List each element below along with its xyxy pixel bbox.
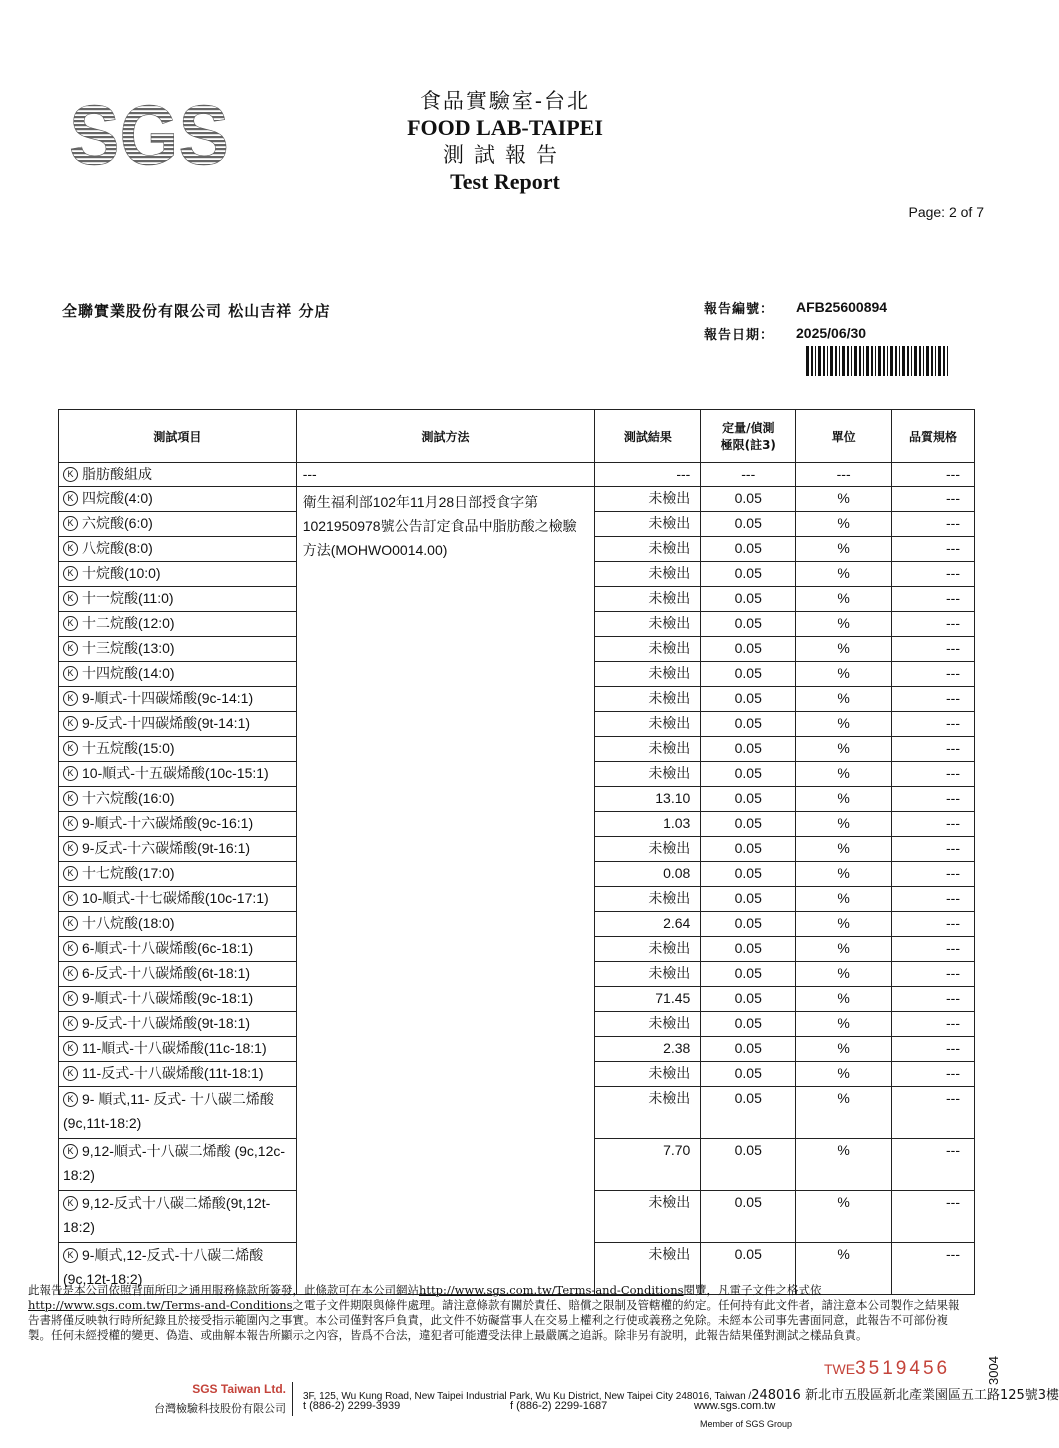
item-cell bbox=[59, 762, 297, 787]
spec-cell: --- bbox=[892, 737, 975, 762]
item-cell bbox=[59, 612, 297, 637]
serial-digits: 3519456 bbox=[855, 1358, 951, 1379]
spec-cell: --- bbox=[892, 487, 975, 512]
unit-cell: % bbox=[796, 812, 892, 837]
unit-cell: % bbox=[796, 862, 892, 887]
unit-cell: % bbox=[796, 912, 892, 937]
item-cell bbox=[59, 837, 297, 862]
spec-cell: --- bbox=[892, 962, 975, 987]
spec-cell: --- bbox=[892, 1037, 975, 1062]
barcode-bar bbox=[899, 346, 900, 376]
k-mark-icon: K bbox=[63, 891, 78, 906]
report-info bbox=[704, 294, 887, 346]
barcode-bar bbox=[871, 346, 873, 376]
unit-cell: % bbox=[796, 587, 892, 612]
item-name: 9-反式-十四碳烯酸(9t-14:1) bbox=[82, 715, 251, 731]
unit-cell: % bbox=[796, 1243, 892, 1295]
barcode-bar bbox=[863, 346, 864, 376]
spec-cell: --- bbox=[892, 937, 975, 962]
barcode-bar bbox=[943, 346, 945, 376]
limit-cell: 0.05 bbox=[701, 537, 796, 562]
result-cell: 未檢出 bbox=[595, 687, 701, 712]
unit-cell: % bbox=[796, 687, 892, 712]
unit-cell: % bbox=[796, 962, 892, 987]
limit-cell: 0.05 bbox=[701, 837, 796, 862]
limit-cell: 0.05 bbox=[701, 1012, 796, 1037]
spec-cell: --- bbox=[892, 662, 975, 687]
limit-cell: 0.05 bbox=[701, 962, 796, 987]
item-cell bbox=[59, 1062, 297, 1087]
limit-cell: 0.05 bbox=[701, 512, 796, 537]
unit-cell: --- bbox=[796, 463, 892, 487]
barcode-bar bbox=[914, 346, 917, 376]
spec-cell: --- bbox=[892, 1062, 975, 1087]
barcode-bar bbox=[923, 346, 924, 376]
report-number-label: 報告編號： bbox=[704, 301, 775, 317]
k-mark-icon: K bbox=[63, 591, 78, 606]
k-mark-icon: K bbox=[63, 616, 78, 631]
k-mark-icon: K bbox=[63, 716, 78, 731]
item-name: 十五烷酸(15:0) bbox=[82, 740, 175, 756]
barcode-bar bbox=[919, 346, 921, 376]
item-cell bbox=[59, 1012, 297, 1037]
unit-cell: % bbox=[796, 662, 892, 687]
page-number: Page: 2 of 7 bbox=[908, 204, 984, 220]
result-cell: 未檢出 bbox=[595, 1243, 701, 1295]
item-name: 9-反式-十八碳烯酸(9t-18:1) bbox=[82, 1015, 251, 1031]
spec-cell: --- bbox=[892, 1139, 975, 1191]
unit-cell: % bbox=[796, 562, 892, 587]
result-cell: 未檢出 bbox=[595, 762, 701, 787]
result-cell: 未檢出 bbox=[595, 562, 701, 587]
item-name: 十二烷酸(12:0) bbox=[82, 615, 175, 631]
barcode-bar bbox=[878, 346, 881, 376]
spec-cell: --- bbox=[892, 987, 975, 1012]
barcode-bar bbox=[835, 346, 837, 376]
limit-cell: 0.05 bbox=[701, 1087, 796, 1139]
limit-cell: 0.05 bbox=[701, 787, 796, 812]
limit-cell: --- bbox=[701, 463, 796, 487]
k-mark-icon: K bbox=[63, 516, 78, 531]
result-cell: 未檢出 bbox=[595, 537, 701, 562]
item-name: 9,12-反式十八碳二烯酸(9t,12t-18:2) bbox=[63, 1195, 271, 1235]
result-cell: 未檢出 bbox=[595, 712, 701, 737]
barcode-bar bbox=[830, 346, 833, 376]
result-cell: 未檢出 bbox=[595, 612, 701, 637]
serial-number bbox=[824, 1358, 950, 1380]
k-mark-icon: K bbox=[63, 1144, 78, 1159]
k-mark-icon: K bbox=[63, 491, 78, 506]
item-name: 9-順式-十六碳烯酸(9c-16:1) bbox=[82, 815, 254, 831]
limit-cell: 0.05 bbox=[701, 887, 796, 912]
terms-link-2[interactable]: http://www.sgs.com.tw/Terms-and-Conditions bbox=[28, 1298, 293, 1312]
item-cell bbox=[59, 463, 297, 487]
item-name: 9-順式-十八碳烯酸(9c-18:1) bbox=[82, 990, 254, 1006]
report-header bbox=[340, 88, 670, 196]
result-cell: 未檢出 bbox=[595, 1087, 701, 1139]
limit-cell: 0.05 bbox=[701, 662, 796, 687]
limit-cell: 0.05 bbox=[701, 1139, 796, 1191]
item-cell bbox=[59, 1037, 297, 1062]
terms-link[interactable]: http://www.sgs.com.tw/Terms-and-Conditions bbox=[419, 1283, 684, 1297]
limit-cell: 0.05 bbox=[701, 987, 796, 1012]
limit-cell: 0.05 bbox=[701, 762, 796, 787]
item-name: 十六烷酸(16:0) bbox=[82, 790, 175, 806]
barcode-bar bbox=[839, 346, 840, 376]
barcode-bar bbox=[854, 346, 857, 376]
item-cell bbox=[59, 662, 297, 687]
result-cell: 2.64 bbox=[595, 912, 701, 937]
k-mark-icon: K bbox=[63, 991, 78, 1006]
result-cell: 71.45 bbox=[595, 987, 701, 1012]
method-cell: --- bbox=[296, 463, 595, 487]
spec-cell: --- bbox=[892, 537, 975, 562]
client-company: 全聯實業股份有限公司 松山吉祥 分店 bbox=[62, 302, 331, 320]
item-cell bbox=[59, 737, 297, 762]
barcode-bar bbox=[938, 346, 941, 376]
item-name: 十一烷酸(11:0) bbox=[82, 590, 174, 606]
result-cell: 未檢出 bbox=[595, 887, 701, 912]
item-cell bbox=[59, 862, 297, 887]
unit-cell: % bbox=[796, 712, 892, 737]
item-name: 9- 順式,11- 反式- 十八碳二烯酸(9c,11t-18:2) bbox=[63, 1091, 274, 1131]
footer-phone: t (886-2) 2299-3939 bbox=[303, 1400, 401, 1412]
limit-cell: 0.05 bbox=[701, 912, 796, 937]
barcode-bar bbox=[842, 346, 845, 376]
barcode-bar bbox=[902, 346, 905, 376]
k-mark-icon: K bbox=[63, 1016, 78, 1031]
unit-cell: % bbox=[796, 787, 892, 812]
spec-cell: --- bbox=[892, 1087, 975, 1139]
result-cell: 未檢出 bbox=[595, 512, 701, 537]
k-mark-icon: K bbox=[63, 1196, 78, 1211]
k-mark-icon: K bbox=[63, 791, 78, 806]
spec-cell: --- bbox=[892, 787, 975, 812]
spec-cell: --- bbox=[892, 1243, 975, 1295]
unit-cell: % bbox=[796, 1191, 892, 1243]
item-cell bbox=[59, 487, 297, 512]
col-header-limit-line1: 定量/偵測 bbox=[722, 421, 775, 435]
report-title-en: Test Report bbox=[450, 169, 560, 194]
table-row bbox=[59, 487, 975, 512]
k-mark-icon: K bbox=[63, 666, 78, 681]
barcode-bar bbox=[911, 346, 912, 376]
spec-cell: --- bbox=[892, 762, 975, 787]
barcode-bar bbox=[947, 346, 948, 376]
k-mark-icon: K bbox=[63, 741, 78, 756]
method-cell: 衛生福利部102年11月28日部授食字第1021950978號公告訂定食品中脂肪酸之檢驗方法(MOHWO0014.00) bbox=[296, 487, 595, 1295]
disclaimer-text-1: 此報告是本公司依照背面所印之通用服務條款所簽發，此條款可在本公司網站 bbox=[28, 1283, 419, 1297]
result-cell: 未檢出 bbox=[595, 837, 701, 862]
item-name: 十四烷酸(14:0) bbox=[82, 665, 175, 681]
unit-cell: % bbox=[796, 1062, 892, 1087]
k-mark-icon: K bbox=[63, 766, 78, 781]
item-cell bbox=[59, 937, 297, 962]
sgs-logo bbox=[68, 88, 230, 182]
result-cell: --- bbox=[595, 463, 701, 487]
item-name: 十八烷酸(18:0) bbox=[82, 915, 175, 931]
side-code: 3004 bbox=[986, 1356, 1001, 1385]
result-cell: 未檢出 bbox=[595, 962, 701, 987]
barcode-bar bbox=[851, 346, 852, 376]
limit-cell: 0.05 bbox=[701, 737, 796, 762]
item-cell bbox=[59, 812, 297, 837]
footer-fax: f (886-2) 2299-1687 bbox=[510, 1400, 608, 1412]
k-mark-icon: K bbox=[63, 866, 78, 881]
result-cell: 未檢出 bbox=[595, 737, 701, 762]
result-cell: 未檢出 bbox=[595, 1062, 701, 1087]
footer-address-en: 3F, 125, Wu Kung Road, New Taipei Industrial Park, Wu Ku District, New Taipei City 248016, Taiwan / bbox=[303, 1391, 752, 1402]
item-name: 脂肪酸組成 bbox=[82, 466, 152, 482]
footer-website[interactable]: www.sgs.com.tw bbox=[694, 1400, 776, 1412]
result-cell: 2.38 bbox=[595, 1037, 701, 1062]
spec-cell: --- bbox=[892, 512, 975, 537]
report-title-zh: 測試報告 bbox=[443, 143, 567, 167]
k-mark-icon: K bbox=[63, 541, 78, 556]
spec-cell: --- bbox=[892, 912, 975, 937]
result-cell: 未檢出 bbox=[595, 587, 701, 612]
barcode-bar bbox=[926, 346, 929, 376]
disclaimer-text-2: 閱覽，凡電子文件之格式依 bbox=[683, 1283, 822, 1297]
col-header-method: 測試方法 bbox=[296, 410, 595, 463]
barcode-bar bbox=[935, 346, 936, 376]
barcode-bar bbox=[811, 346, 813, 376]
unit-cell: % bbox=[796, 487, 892, 512]
limit-cell: 0.05 bbox=[701, 637, 796, 662]
item-cell bbox=[59, 1191, 297, 1243]
limit-cell: 0.05 bbox=[701, 612, 796, 637]
limit-cell: 0.05 bbox=[701, 1191, 796, 1243]
serial-prefix: TWE bbox=[824, 1361, 856, 1377]
unit-cell: % bbox=[796, 537, 892, 562]
col-header-result: 測試結果 bbox=[595, 410, 701, 463]
barcode-bar bbox=[890, 346, 893, 376]
limit-cell: 0.05 bbox=[701, 1037, 796, 1062]
k-mark-icon: K bbox=[63, 941, 78, 956]
k-mark-icon: K bbox=[63, 1248, 78, 1263]
item-name: 11-順式-十八碳烯酸(11c-18:1) bbox=[82, 1040, 267, 1056]
barcode-bar bbox=[827, 346, 828, 376]
item-cell bbox=[59, 562, 297, 587]
spec-cell: --- bbox=[892, 812, 975, 837]
barcode-bar bbox=[847, 346, 849, 376]
unit-cell: % bbox=[796, 637, 892, 662]
k-mark-icon: K bbox=[63, 916, 78, 931]
barcode-bar bbox=[823, 346, 825, 376]
item-name: 9-反式-十六碳烯酸(9t-16:1) bbox=[82, 840, 251, 856]
limit-cell: 0.05 bbox=[701, 587, 796, 612]
limit-cell: 0.05 bbox=[701, 1243, 796, 1295]
footer-address bbox=[303, 1384, 1059, 1403]
item-name: 六烷酸(6:0) bbox=[82, 515, 153, 531]
result-cell: 0.08 bbox=[595, 862, 701, 887]
k-mark-icon: K bbox=[63, 467, 78, 482]
result-cell: 未檢出 bbox=[595, 662, 701, 687]
report-date: 2025/06/30 bbox=[796, 325, 867, 341]
footer-company bbox=[116, 1382, 286, 1416]
limit-cell: 0.05 bbox=[701, 712, 796, 737]
unit-cell: % bbox=[796, 612, 892, 637]
item-name: 十三烷酸(13:0) bbox=[82, 640, 175, 656]
result-cell: 13.10 bbox=[595, 787, 701, 812]
barcode-bar bbox=[818, 346, 821, 376]
unit-cell: % bbox=[796, 987, 892, 1012]
spec-cell: --- bbox=[892, 887, 975, 912]
item-cell bbox=[59, 537, 297, 562]
limit-cell: 0.05 bbox=[701, 812, 796, 837]
col-header-limit-line2: 極限(註3) bbox=[720, 438, 776, 452]
k-mark-icon: K bbox=[63, 691, 78, 706]
item-name: 八烷酸(8:0) bbox=[82, 540, 153, 556]
spec-cell: --- bbox=[892, 687, 975, 712]
item-cell bbox=[59, 1087, 297, 1139]
item-name: 9,12-順式-十八碳二烯酸 (9c,12c-18:2) bbox=[63, 1143, 286, 1183]
k-mark-icon: K bbox=[63, 1092, 78, 1107]
item-cell bbox=[59, 637, 297, 662]
limit-cell: 0.05 bbox=[701, 562, 796, 587]
item-cell bbox=[59, 887, 297, 912]
item-name: 十烷酸(10:0) bbox=[82, 565, 161, 581]
col-header-limit bbox=[701, 410, 796, 463]
k-mark-icon: K bbox=[63, 566, 78, 581]
unit-cell: % bbox=[796, 1087, 892, 1139]
barcode-bar bbox=[875, 346, 876, 376]
item-name: 6-順式-十八碳烯酸(6c-18:1) bbox=[82, 940, 254, 956]
k-mark-icon: K bbox=[63, 1066, 78, 1081]
col-header-item: 測試項目 bbox=[59, 410, 297, 463]
item-name: 9-順式-十四碳烯酸(9c-14:1) bbox=[82, 690, 254, 706]
barcode-bar bbox=[887, 346, 888, 376]
result-cell: 未檢出 bbox=[595, 1191, 701, 1243]
spec-cell: --- bbox=[892, 612, 975, 637]
barcode-bar bbox=[883, 346, 885, 376]
unit-cell: % bbox=[796, 937, 892, 962]
result-cell: 7.70 bbox=[595, 1139, 701, 1191]
footer-company-en: SGS Taiwan Ltd. bbox=[192, 1382, 286, 1396]
item-name: 10-順式-十七碳烯酸(10c-17:1) bbox=[82, 890, 269, 906]
item-name: 四烷酸(4:0) bbox=[82, 490, 153, 506]
footer-member: Member of SGS Group bbox=[700, 1419, 793, 1429]
k-mark-icon: K bbox=[63, 966, 78, 981]
k-mark-icon: K bbox=[63, 816, 78, 831]
unit-cell: % bbox=[796, 887, 892, 912]
col-header-spec: 品質規格 bbox=[892, 410, 975, 463]
limit-cell: 0.05 bbox=[701, 937, 796, 962]
lab-title-en: FOOD LAB-TAIPEI bbox=[407, 115, 603, 140]
item-cell bbox=[59, 512, 297, 537]
disclaimer-text-3: 之電子文件期限與條件處理。請注意條款有關於責任、賠償之限制及管轄權的約定。任何持有此文件者，請注意本公司製作之結果報告書將僅反映執行時所紀錄且於接受指示範圍內之事實。本公司僅對客戶負責，此文件不妨礙當事人在交易上權利之行使或義務之免除。未經本公司事先書面同意，此報告不可部份複製。任何未經授權的變更、偽造、或曲解本報告所顯示之內容，皆爲不合法，違犯者可能遭受法律上最嚴厲之追訴。除非另有說明，此報告結果僅對測試之樣品負責。 bbox=[28, 1298, 960, 1342]
col-header-unit: 單位 bbox=[796, 410, 892, 463]
results-table bbox=[58, 409, 975, 1295]
spec-cell: --- bbox=[892, 1012, 975, 1037]
item-cell bbox=[59, 787, 297, 812]
table-header-row bbox=[59, 410, 975, 463]
limit-cell: 0.05 bbox=[701, 1062, 796, 1087]
barcode bbox=[806, 346, 950, 376]
limit-cell: 0.05 bbox=[701, 687, 796, 712]
item-cell bbox=[59, 687, 297, 712]
result-cell: 未檢出 bbox=[595, 637, 701, 662]
item-name: 11-反式-十八碳烯酸(11t-18:1) bbox=[82, 1065, 264, 1081]
spec-cell: --- bbox=[892, 712, 975, 737]
spec-cell: --- bbox=[892, 837, 975, 862]
barcode-bar bbox=[815, 346, 816, 376]
k-mark-icon: K bbox=[63, 1041, 78, 1056]
barcode-bar bbox=[931, 346, 933, 376]
limit-cell: 0.05 bbox=[701, 487, 796, 512]
spec-cell: --- bbox=[892, 637, 975, 662]
spec-cell: --- bbox=[892, 463, 975, 487]
k-mark-icon: K bbox=[63, 841, 78, 856]
limit-cell: 0.05 bbox=[701, 862, 796, 887]
spec-cell: --- bbox=[892, 1191, 975, 1243]
result-cell: 未檢出 bbox=[595, 1012, 701, 1037]
item-cell bbox=[59, 1139, 297, 1191]
item-cell bbox=[59, 962, 297, 987]
barcode-bar bbox=[806, 346, 809, 376]
item-name: 10-順式-十五碳烯酸(10c-15:1) bbox=[82, 765, 269, 781]
barcode-bar bbox=[866, 346, 869, 376]
unit-cell: % bbox=[796, 512, 892, 537]
report-date-label: 報告日期： bbox=[704, 327, 775, 343]
item-cell bbox=[59, 712, 297, 737]
item-cell bbox=[59, 912, 297, 937]
spec-cell: --- bbox=[892, 562, 975, 587]
spec-cell: --- bbox=[892, 587, 975, 612]
result-cell: 1.03 bbox=[595, 812, 701, 837]
unit-cell: % bbox=[796, 837, 892, 862]
report-number: AFB25600894 bbox=[796, 299, 888, 315]
unit-cell: % bbox=[796, 1139, 892, 1191]
unit-cell: % bbox=[796, 737, 892, 762]
unit-cell: % bbox=[796, 762, 892, 787]
terms-disclaimer bbox=[28, 1283, 970, 1343]
item-cell bbox=[59, 587, 297, 612]
barcode-bar bbox=[859, 346, 861, 376]
unit-cell: % bbox=[796, 1037, 892, 1062]
spec-cell: --- bbox=[892, 862, 975, 887]
table-row bbox=[59, 463, 975, 487]
item-name: 6-反式-十八碳烯酸(6t-18:1) bbox=[82, 965, 251, 981]
svg-text:SGS: SGS bbox=[69, 88, 229, 182]
item-cell bbox=[59, 987, 297, 1012]
barcode-bar bbox=[907, 346, 909, 376]
footer-divider bbox=[292, 1382, 293, 1416]
barcode-bar bbox=[895, 346, 897, 376]
result-cell: 未檢出 bbox=[595, 937, 701, 962]
footer-address-zh: 248016 新北市五股區新北產業園區五工路125號3樓 bbox=[751, 1388, 1059, 1403]
lab-title-zh: 食品實驗室-台北 bbox=[419, 89, 591, 113]
item-name: 9-順式,12-反式-十八碳二烯酸 (9c,12t-18:2) bbox=[63, 1247, 264, 1287]
k-mark-icon: K bbox=[63, 641, 78, 656]
unit-cell: % bbox=[796, 1012, 892, 1037]
result-cell: 未檢出 bbox=[595, 487, 701, 512]
footer-company-zh: 台灣檢驗科技股份有限公司 bbox=[154, 1402, 286, 1415]
item-name: 十七烷酸(17:0) bbox=[82, 865, 175, 881]
